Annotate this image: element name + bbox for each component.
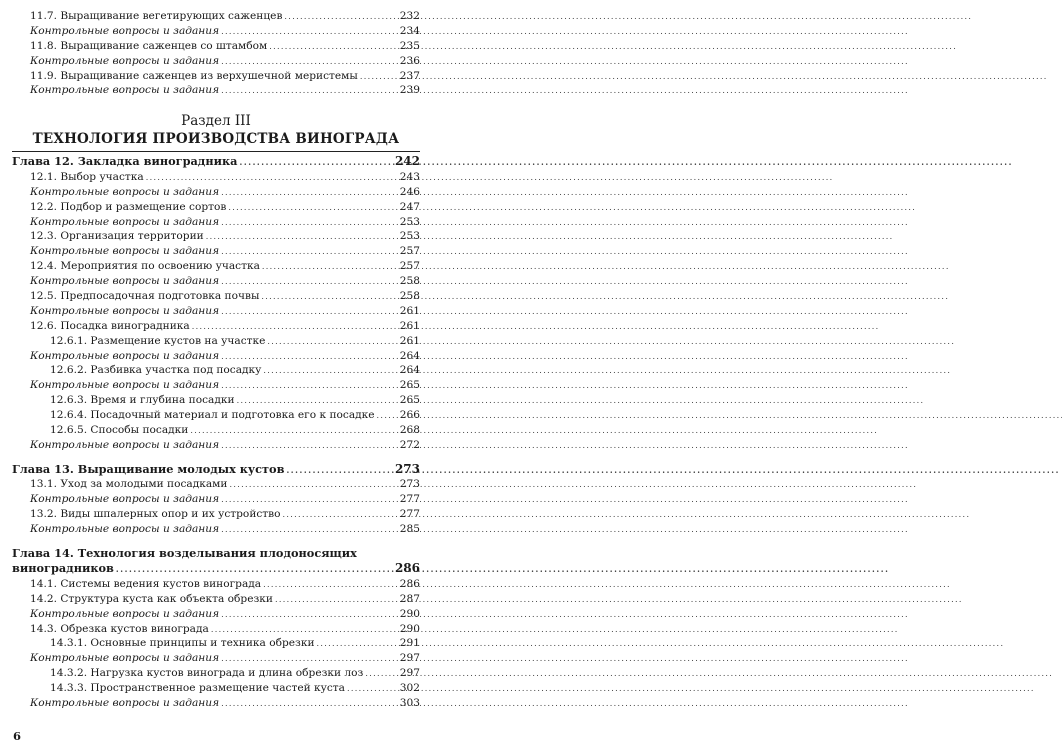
chapter-page: 242 xyxy=(394,154,420,169)
toc-entry[interactable] xyxy=(12,200,420,215)
entry-page: 253 xyxy=(399,215,420,228)
entry-page: 290 xyxy=(399,607,420,620)
review-questions-entry[interactable] xyxy=(12,522,420,537)
leader-dots xyxy=(347,682,397,697)
chapter-12-entries xyxy=(12,170,420,453)
leader-dots xyxy=(221,305,397,320)
leader-dots xyxy=(365,667,396,682)
entry-title: Контрольные вопросы и задания xyxy=(30,304,220,317)
entry-title: 11.7. Выращивание вегетирующих саженцев xyxy=(30,10,283,22)
review-questions-entry[interactable] xyxy=(12,492,420,507)
entry-page: 265 xyxy=(399,394,420,407)
chapter-11-tail xyxy=(12,9,420,98)
entry-title: Контрольные вопросы и задания xyxy=(30,349,220,362)
entry-title: 14.3.3. Пространственное размещение частей куста xyxy=(50,682,345,695)
toc-entry[interactable] xyxy=(12,477,420,492)
entry-page: 287 xyxy=(399,592,420,605)
entry-page: 234 xyxy=(399,24,420,37)
toc-entry[interactable] xyxy=(12,289,420,304)
leader-dots xyxy=(221,379,397,394)
entry-page: 261 xyxy=(399,319,420,332)
entry-page: 246 xyxy=(399,185,420,198)
entry-page: 235 xyxy=(399,39,420,52)
entry-page: 277 xyxy=(399,508,420,521)
leader-dots xyxy=(237,394,397,409)
entry-page: 236 xyxy=(399,54,420,67)
entry-title: Контрольные вопросы и задания xyxy=(30,493,220,506)
entry-title: 14.2. Структура куста как объекта обрезки xyxy=(30,592,273,605)
entry-title: 14.3.1. Основные принципы и техника обрезки xyxy=(50,637,315,650)
entry-page: 273 xyxy=(399,478,420,491)
entry-page: 247 xyxy=(399,200,420,213)
leader-dots xyxy=(317,637,397,652)
entry-title: Контрольные вопросы и задания xyxy=(30,84,220,97)
review-questions-entry[interactable] xyxy=(12,274,420,289)
entry-title: 12.1. Выбор участка xyxy=(30,170,144,183)
leader-dots xyxy=(221,439,397,454)
leader-dots xyxy=(229,478,396,493)
entry-title: Контрольные вопросы и задания xyxy=(30,438,220,451)
entry-title: 11.9. Выращивание саженцев из верхушечной меристемы xyxy=(30,69,358,82)
leader-dots xyxy=(283,508,397,523)
leader-dots xyxy=(206,230,397,245)
review-questions-entry[interactable] xyxy=(12,349,420,364)
toc-entry[interactable] xyxy=(12,636,420,651)
toc-entry[interactable] xyxy=(12,622,420,637)
leader-dots xyxy=(221,608,397,623)
leader-dots xyxy=(267,335,396,350)
entry-title: 13.1. Уход за молодыми посадками xyxy=(30,478,228,491)
leader-dots xyxy=(262,260,397,275)
entry-title: Контрольные вопросы и задания xyxy=(30,607,220,620)
chapter-14-heading-line1: Глава 14. Технология возделывания плодоносящих xyxy=(12,545,357,560)
review-questions-entry[interactable] xyxy=(12,185,420,200)
chapter-14-heading[interactable] xyxy=(12,561,420,577)
leader-dots xyxy=(221,55,397,70)
toc-entry[interactable] xyxy=(12,9,420,24)
leader-dots xyxy=(221,350,397,365)
entry-title: 12.6.1. Размещение кустов на участке xyxy=(50,334,266,347)
section-title: ТЕХНОЛОГИЯ ПРОИЗВОДСТВА ВИНОГРАДА xyxy=(32,131,400,148)
review-questions-entry[interactable] xyxy=(12,696,420,711)
toc-entry[interactable] xyxy=(12,334,420,349)
chapter-13-entries xyxy=(12,477,420,537)
leader-dots xyxy=(228,201,396,216)
leader-dots xyxy=(146,171,397,186)
entry-title: Контрольные вопросы и задания xyxy=(30,245,220,258)
entry-page: 264 xyxy=(399,349,420,362)
toc-entry[interactable] xyxy=(12,69,420,84)
leader-dots xyxy=(221,523,397,538)
chapter-page: 273 xyxy=(394,461,420,476)
entry-title: Контрольные вопросы и задания xyxy=(30,696,220,709)
table-of-contents xyxy=(12,9,420,711)
leader-dots xyxy=(263,578,397,593)
entry-page: 302 xyxy=(399,682,420,695)
leader-dots xyxy=(221,84,397,99)
chapter-13-heading[interactable] xyxy=(12,462,420,478)
chapter-12-heading[interactable] xyxy=(12,154,420,170)
chapter-title-line2: виноградников xyxy=(12,561,114,576)
leader-dots xyxy=(221,216,397,231)
entry-title: 14.3.2. Нагрузка кустов винограда и длина обрезки лоз xyxy=(50,667,364,680)
leader-dots xyxy=(190,424,396,439)
toc-entry[interactable] xyxy=(12,423,420,438)
review-questions-entry[interactable] xyxy=(12,438,420,453)
leader-dots xyxy=(221,186,397,201)
review-questions-entry[interactable] xyxy=(12,304,420,319)
section-heading xyxy=(12,112,420,152)
review-questions-entry[interactable] xyxy=(12,54,420,69)
toc-entry[interactable] xyxy=(12,170,420,185)
toc-entry[interactable] xyxy=(12,229,420,244)
entry-title: Контрольные вопросы и задания xyxy=(30,652,220,665)
leader-dots xyxy=(261,290,396,305)
entry-title: Контрольные вопросы и задания xyxy=(30,275,220,288)
leader-dots xyxy=(221,697,397,712)
review-questions-entry[interactable] xyxy=(12,215,420,230)
entry-title: 12.6.4. Посадочный материал и подготовка его к посадке xyxy=(50,409,375,422)
entry-page: 257 xyxy=(399,245,420,258)
toc-entry[interactable] xyxy=(12,259,420,274)
entry-page: 285 xyxy=(399,522,420,535)
leader-dots xyxy=(221,275,397,290)
entry-page: 253 xyxy=(399,230,420,243)
leader-dots xyxy=(263,364,396,379)
entry-title: Контрольные вопросы и задания xyxy=(30,215,220,228)
entry-title: 11.8. Выращивание саженцев со штамбом xyxy=(30,39,268,52)
entry-page: 232 xyxy=(399,10,420,22)
entry-title: Контрольные вопросы и задания xyxy=(30,522,220,535)
leader-dots xyxy=(286,463,392,479)
entry-page: 297 xyxy=(399,667,420,680)
entry-page: 258 xyxy=(399,289,420,302)
entry-title: Контрольные вопросы и задания xyxy=(30,185,220,198)
entry-page: 291 xyxy=(399,637,420,650)
entry-title: 12.6.3. Время и глубина посадки xyxy=(50,394,235,407)
leader-dots xyxy=(221,25,397,40)
leader-dots xyxy=(239,155,391,171)
entry-page: 286 xyxy=(399,577,420,590)
entry-page: 261 xyxy=(399,334,420,347)
entry-title: 14.3. Обрезка кустов винограда xyxy=(30,622,209,635)
section-divider xyxy=(12,151,420,152)
review-questions-entry[interactable] xyxy=(12,244,420,259)
entry-title: 12.6. Посадка виноградника xyxy=(30,319,190,332)
toc-entry[interactable] xyxy=(12,681,420,696)
chapter-title: Глава 12. Закладка виноградника xyxy=(12,154,238,169)
entry-title: 12.6.2. Разбивка участка под посадку xyxy=(50,364,262,377)
chapter-title: Глава 13. Выращивание молодых кустов xyxy=(12,461,285,476)
entry-page: 237 xyxy=(399,69,420,82)
entry-page: 272 xyxy=(399,438,420,451)
leader-dots xyxy=(275,593,397,608)
entry-page: 257 xyxy=(399,260,420,273)
entry-title: 13.2. Виды шпалерных опор и их устройство xyxy=(30,508,281,521)
page-number: 6 xyxy=(13,729,22,743)
toc-entry[interactable] xyxy=(12,666,420,681)
entry-title: Контрольные вопросы и задания xyxy=(30,379,220,392)
entry-title: 12.6.5. Способы посадки xyxy=(50,423,189,436)
leader-dots xyxy=(192,320,397,335)
entry-title: 14.1. Системы ведения кустов винограда xyxy=(30,577,262,590)
section-label: Раздел III xyxy=(181,113,251,130)
entry-page: 239 xyxy=(399,84,420,97)
entry-title: Контрольные вопросы и задания xyxy=(30,54,220,67)
toc-entry[interactable] xyxy=(12,319,420,334)
review-questions-entry[interactable] xyxy=(12,607,420,622)
leader-dots xyxy=(269,40,397,55)
leader-dots xyxy=(284,10,396,25)
entry-title: 12.3. Организация территории xyxy=(30,230,204,243)
entry-page: 303 xyxy=(399,696,420,709)
review-questions-entry[interactable] xyxy=(12,651,420,666)
leader-dots xyxy=(360,70,397,85)
leader-dots xyxy=(221,652,397,667)
leader-dots xyxy=(116,562,392,578)
entry-page: 261 xyxy=(399,304,420,317)
entry-page: 266 xyxy=(399,409,420,422)
leader-dots xyxy=(221,493,397,508)
toc-entry[interactable] xyxy=(12,39,420,54)
toc-entry[interactable] xyxy=(12,363,420,378)
entry-title: 12.2. Подбор и размещение сортов xyxy=(30,200,227,213)
leader-dots xyxy=(221,245,397,260)
entry-page: 258 xyxy=(399,275,420,288)
entry-page: 243 xyxy=(399,170,420,183)
leader-dots xyxy=(211,623,397,638)
entry-page: 264 xyxy=(399,364,420,377)
review-questions-entry[interactable] xyxy=(12,24,420,39)
entry-page: 268 xyxy=(399,423,420,436)
toc-entry[interactable] xyxy=(12,408,420,423)
leader-dots xyxy=(377,409,397,424)
review-questions-entry[interactable] xyxy=(12,378,420,393)
chapter-page: 286 xyxy=(394,561,420,576)
entry-page: 290 xyxy=(399,622,420,635)
toc-entry[interactable] xyxy=(12,507,420,522)
entry-page: 265 xyxy=(399,379,420,392)
toc-entry[interactable] xyxy=(12,393,420,408)
entry-page: 277 xyxy=(399,493,420,506)
chapter-14-entries xyxy=(12,577,420,711)
entry-title: Контрольные вопросы и задания xyxy=(30,24,220,37)
toc-entry[interactable] xyxy=(12,592,420,607)
entry-title: 12.4. Мероприятия по освоению участка xyxy=(30,260,260,273)
entry-title: 12.5. Предпосадочная подготовка почвы xyxy=(30,289,260,302)
review-questions-entry[interactable] xyxy=(12,83,420,98)
toc-entry[interactable] xyxy=(12,577,420,592)
book-page xyxy=(0,0,432,748)
entry-page: 297 xyxy=(399,652,420,665)
